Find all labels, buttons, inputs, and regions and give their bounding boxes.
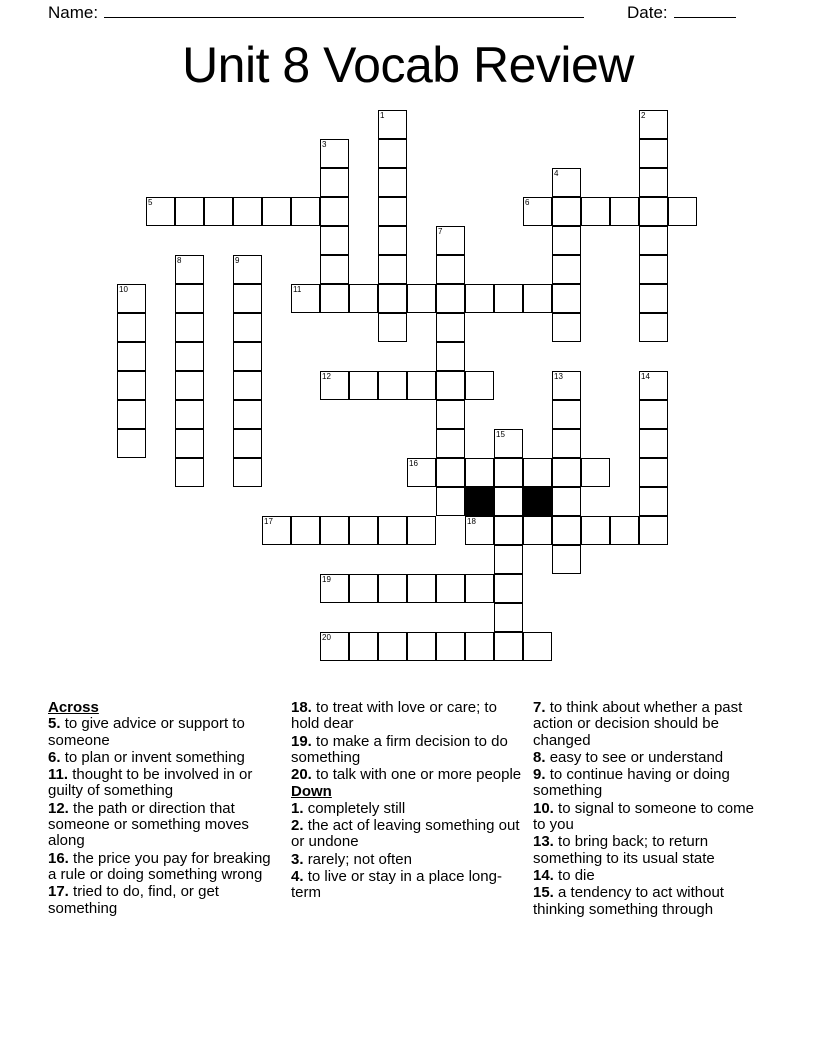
grid-cell[interactable]: [494, 516, 523, 545]
grid-cell[interactable]: [175, 197, 204, 226]
down-clue: [291, 801, 523, 817]
across-clue: [48, 851, 280, 884]
grid-cell[interactable]: [349, 632, 378, 661]
clue-number-label: 20.: [291, 766, 312, 784]
grid-cell[interactable]: [552, 255, 581, 284]
grid-cell[interactable]: [407, 371, 436, 400]
clue-text: the price you pay for breaking a rule or doing something wrong: [48, 849, 271, 883]
grid-cell[interactable]: [233, 313, 262, 342]
grid-cell[interactable]: [320, 516, 349, 545]
clue-number: 8: [177, 256, 182, 265]
grid-cell[interactable]: [436, 429, 465, 458]
grid-cell[interactable]: [407, 458, 436, 487]
grid-cell[interactable]: [639, 313, 668, 342]
clue-text: to make a firm decision to do something: [291, 732, 508, 766]
down-clue: [533, 750, 765, 766]
grid-cell[interactable]: [349, 574, 378, 603]
date-label: Date:: [627, 3, 668, 22]
grid-cell[interactable]: [523, 516, 552, 545]
grid-cell[interactable]: [291, 516, 320, 545]
grid-cell[interactable]: [436, 632, 465, 661]
across-clue: [48, 750, 280, 766]
clue-number-label: 14.: [533, 866, 554, 884]
grid-cell[interactable]: [175, 458, 204, 487]
clue-number-label: 7.: [533, 699, 546, 716]
grid-cell[interactable]: [523, 458, 552, 487]
grid-cell[interactable]: [436, 400, 465, 429]
grid-cell[interactable]: [233, 284, 262, 313]
grid-cell[interactable]: [233, 371, 262, 400]
grid-cell[interactable]: [639, 168, 668, 197]
black-cell: [523, 487, 552, 516]
clue-number: 2: [641, 111, 646, 120]
grid-cell[interactable]: [639, 429, 668, 458]
grid-cell[interactable]: [320, 255, 349, 284]
clue-number-label: 8.: [533, 748, 546, 766]
clue-number: 4: [554, 169, 559, 178]
clue-text: the act of leaving something out or undone: [291, 817, 520, 851]
clue-text: easy to see or understand: [549, 748, 724, 766]
clue-text: the path or direction that someone or something moves along: [48, 799, 249, 850]
clue-number-label: 18.: [291, 699, 312, 716]
grid-cell[interactable]: [436, 487, 465, 516]
across-clue: [48, 801, 280, 850]
grid-cell[interactable]: [320, 574, 349, 603]
grid-cell[interactable]: [349, 284, 378, 313]
grid-cell[interactable]: [552, 226, 581, 255]
grid-cell[interactable]: [610, 197, 639, 226]
down-clue: [533, 767, 765, 800]
clue-number-label: 2.: [291, 817, 304, 835]
grid-cell[interactable]: [494, 545, 523, 574]
grid-cell[interactable]: [552, 429, 581, 458]
clue-number-label: 11.: [48, 766, 69, 784]
grid-cell[interactable]: [494, 284, 523, 313]
across-clue: [291, 767, 523, 783]
clue-number-label: 19.: [291, 732, 312, 750]
grid-cell[interactable]: [639, 458, 668, 487]
grid-cell[interactable]: [465, 516, 494, 545]
clue-text: rarely; not often: [307, 850, 412, 868]
clue-number: 1: [380, 111, 385, 120]
grid-cell[interactable]: [523, 284, 552, 313]
clue-number-label: 12.: [48, 799, 69, 817]
clue-text: tried to do, find, or get something: [48, 883, 219, 917]
clue-number: 14: [641, 372, 650, 381]
clue-number-label: 13.: [533, 833, 554, 851]
grid-cell[interactable]: [262, 516, 291, 545]
down-clue: [533, 885, 765, 918]
grid-cell[interactable]: [494, 574, 523, 603]
clue-number: 20: [322, 633, 331, 642]
grid-cell[interactable]: [175, 429, 204, 458]
grid-cell[interactable]: [436, 226, 465, 255]
grid-cell[interactable]: [378, 139, 407, 168]
clue-number: 15: [496, 430, 505, 439]
grid-cell[interactable]: [233, 400, 262, 429]
clue-number-label: 6.: [48, 748, 61, 766]
clue-number: 3: [322, 140, 327, 149]
clue-text: to treat with love or care; to hold dear: [291, 699, 497, 733]
grid-cell[interactable]: [407, 516, 436, 545]
grid-cell[interactable]: [175, 284, 204, 313]
across-clue: [48, 716, 280, 749]
clues-column-2: [291, 700, 523, 903]
down-clue: [533, 801, 765, 834]
grid-cell[interactable]: [407, 632, 436, 661]
grid-cell[interactable]: [465, 371, 494, 400]
clue-number-label: 1.: [291, 799, 304, 817]
grid-cell[interactable]: [639, 400, 668, 429]
grid-cell[interactable]: [610, 516, 639, 545]
grid-cell[interactable]: [436, 371, 465, 400]
grid-cell[interactable]: [494, 487, 523, 516]
clue-number: 16: [409, 459, 418, 468]
clue-text: a tendency to act without thinking something through: [533, 884, 724, 918]
clue-number: 13: [554, 372, 563, 381]
clue-number: 9: [235, 256, 240, 265]
grid-cell[interactable]: [436, 342, 465, 371]
clue-number-label: 5.: [48, 715, 61, 733]
down-heading: Down: [291, 783, 332, 801]
down-clue: [291, 869, 523, 902]
grid-cell[interactable]: [378, 197, 407, 226]
grid-cell[interactable]: [378, 284, 407, 313]
grid-cell[interactable]: [378, 226, 407, 255]
clues-column-3: [533, 700, 765, 919]
clue-number-label: 16.: [48, 849, 69, 867]
grid-cell[interactable]: [552, 197, 581, 226]
clue-text: thought to be involved in or guilty of something: [48, 766, 253, 800]
grid-cell[interactable]: [320, 168, 349, 197]
grid-cell[interactable]: [639, 255, 668, 284]
grid-cell[interactable]: [552, 487, 581, 516]
grid-cell[interactable]: [378, 313, 407, 342]
clue-number: 12: [322, 372, 331, 381]
grid-cell[interactable]: [407, 284, 436, 313]
grid-cell[interactable]: [291, 197, 320, 226]
grid-cell[interactable]: [175, 400, 204, 429]
grid-cell[interactable]: [639, 516, 668, 545]
grid-cell[interactable]: [175, 313, 204, 342]
clue-number-label: 4.: [291, 867, 304, 885]
down-clue: [533, 834, 765, 867]
grid-cell[interactable]: [378, 168, 407, 197]
name-label: Name:: [48, 3, 99, 22]
grid-cell[interactable]: [639, 110, 668, 139]
clue-number-label: 3.: [291, 850, 304, 868]
clue-number: 17: [264, 517, 273, 526]
grid-cell[interactable]: [233, 255, 262, 284]
clue-text: to think about whether a past action or decision should be changed: [533, 699, 743, 749]
grid-cell[interactable]: [175, 255, 204, 284]
grid-cell[interactable]: [436, 255, 465, 284]
grid-cell[interactable]: [117, 313, 146, 342]
across-clue: [48, 767, 280, 800]
grid-cell[interactable]: [465, 458, 494, 487]
clue-text: to bring back; to return something to its usual state: [533, 833, 715, 867]
clue-text: to live or stay in a place long-term: [291, 867, 502, 902]
grid-cell[interactable]: [175, 371, 204, 400]
grid-cell[interactable]: [378, 516, 407, 545]
grid-cell[interactable]: [581, 197, 610, 226]
grid-cell[interactable]: [465, 574, 494, 603]
grid-cell[interactable]: [552, 400, 581, 429]
grid-cell[interactable]: [378, 371, 407, 400]
grid-cell[interactable]: [378, 110, 407, 139]
clue-number: 18: [467, 517, 476, 526]
grid-cell[interactable]: [378, 574, 407, 603]
clue-number: 5: [148, 198, 153, 207]
grid-cell[interactable]: [349, 516, 378, 545]
grid-cell[interactable]: [552, 313, 581, 342]
grid-cell[interactable]: [320, 371, 349, 400]
grid-cell[interactable]: [407, 574, 436, 603]
down-clue: [533, 868, 765, 884]
grid-cell[interactable]: [552, 458, 581, 487]
grid-cell[interactable]: [494, 632, 523, 661]
grid-cell[interactable]: [175, 342, 204, 371]
clue-text: completely still: [307, 799, 406, 817]
clue-number: 11: [293, 285, 302, 294]
grid-cell[interactable]: [465, 284, 494, 313]
grid-cell[interactable]: [378, 255, 407, 284]
grid-cell[interactable]: [320, 197, 349, 226]
grid-cell[interactable]: [436, 458, 465, 487]
grid-cell[interactable]: [291, 284, 320, 313]
grid-cell[interactable]: [117, 371, 146, 400]
clue-text: to talk with one or more people: [316, 766, 522, 784]
down-clue: [291, 818, 523, 851]
clue-text: to give advice or support to someone: [48, 715, 245, 749]
grid-cell[interactable]: [465, 632, 494, 661]
grid-cell[interactable]: [320, 139, 349, 168]
grid-cell[interactable]: [494, 429, 523, 458]
grid-cell[interactable]: [204, 197, 233, 226]
grid-cell[interactable]: [117, 342, 146, 371]
grid-cell[interactable]: [581, 458, 610, 487]
grid-cell[interactable]: [639, 139, 668, 168]
grid-cell[interactable]: [320, 226, 349, 255]
grid-cell[interactable]: [523, 197, 552, 226]
grid-cell[interactable]: [639, 226, 668, 255]
grid-cell[interactable]: [581, 516, 610, 545]
clue-number: 7: [438, 227, 443, 236]
grid-cell[interactable]: [436, 313, 465, 342]
grid-cell[interactable]: [494, 458, 523, 487]
grid-cell[interactable]: [262, 197, 291, 226]
clue-number-label: 15.: [533, 884, 554, 902]
grid-cell[interactable]: [146, 197, 175, 226]
grid-cell[interactable]: [436, 574, 465, 603]
grid-cell[interactable]: [639, 284, 668, 313]
grid-cell[interactable]: [233, 342, 262, 371]
clue-number: 19: [322, 575, 331, 584]
down-clue: [291, 852, 523, 868]
grid-cell[interactable]: [552, 545, 581, 574]
grid-cell[interactable]: [117, 400, 146, 429]
grid-cell[interactable]: [552, 371, 581, 400]
page-title: Unit 8 Vocab Review: [182, 37, 634, 93]
clue-number-label: 17.: [48, 883, 69, 901]
clue-number: 6: [525, 198, 530, 207]
across-clue: [48, 884, 280, 917]
grid-cell[interactable]: [320, 632, 349, 661]
grid-cell[interactable]: [233, 458, 262, 487]
black-cell: [465, 487, 494, 516]
grid-cell[interactable]: [552, 284, 581, 313]
clue-number-label: 10.: [533, 799, 554, 817]
grid-cell[interactable]: [552, 168, 581, 197]
grid-cell[interactable]: [117, 284, 146, 313]
grid-cell[interactable]: [523, 632, 552, 661]
grid-cell[interactable]: [639, 197, 668, 226]
across-heading: Across: [48, 699, 99, 716]
grid-cell[interactable]: [349, 371, 378, 400]
grid-cell[interactable]: [320, 284, 349, 313]
grid-cell[interactable]: [436, 284, 465, 313]
grid-cell[interactable]: [639, 371, 668, 400]
clue-text: to plan or invent something: [64, 748, 245, 766]
clues-column-1: [48, 700, 280, 918]
clue-text: to signal to someone to come to you: [533, 799, 754, 834]
across-clue: [291, 700, 523, 733]
clue-text: to continue having or doing something: [533, 766, 730, 800]
grid-cell[interactable]: [117, 429, 146, 458]
grid-cell[interactable]: [494, 603, 523, 632]
grid-cell[interactable]: [639, 487, 668, 516]
down-clue: [533, 700, 765, 749]
clue-text: to die: [558, 866, 595, 884]
grid-cell[interactable]: [378, 632, 407, 661]
grid-cell[interactable]: [668, 197, 697, 226]
grid-cell[interactable]: [233, 429, 262, 458]
across-clue: [291, 734, 523, 767]
clue-number-label: 9.: [533, 766, 546, 784]
grid-cell[interactable]: [233, 197, 262, 226]
grid-cell[interactable]: [552, 516, 581, 545]
clue-number: 10: [119, 285, 128, 294]
